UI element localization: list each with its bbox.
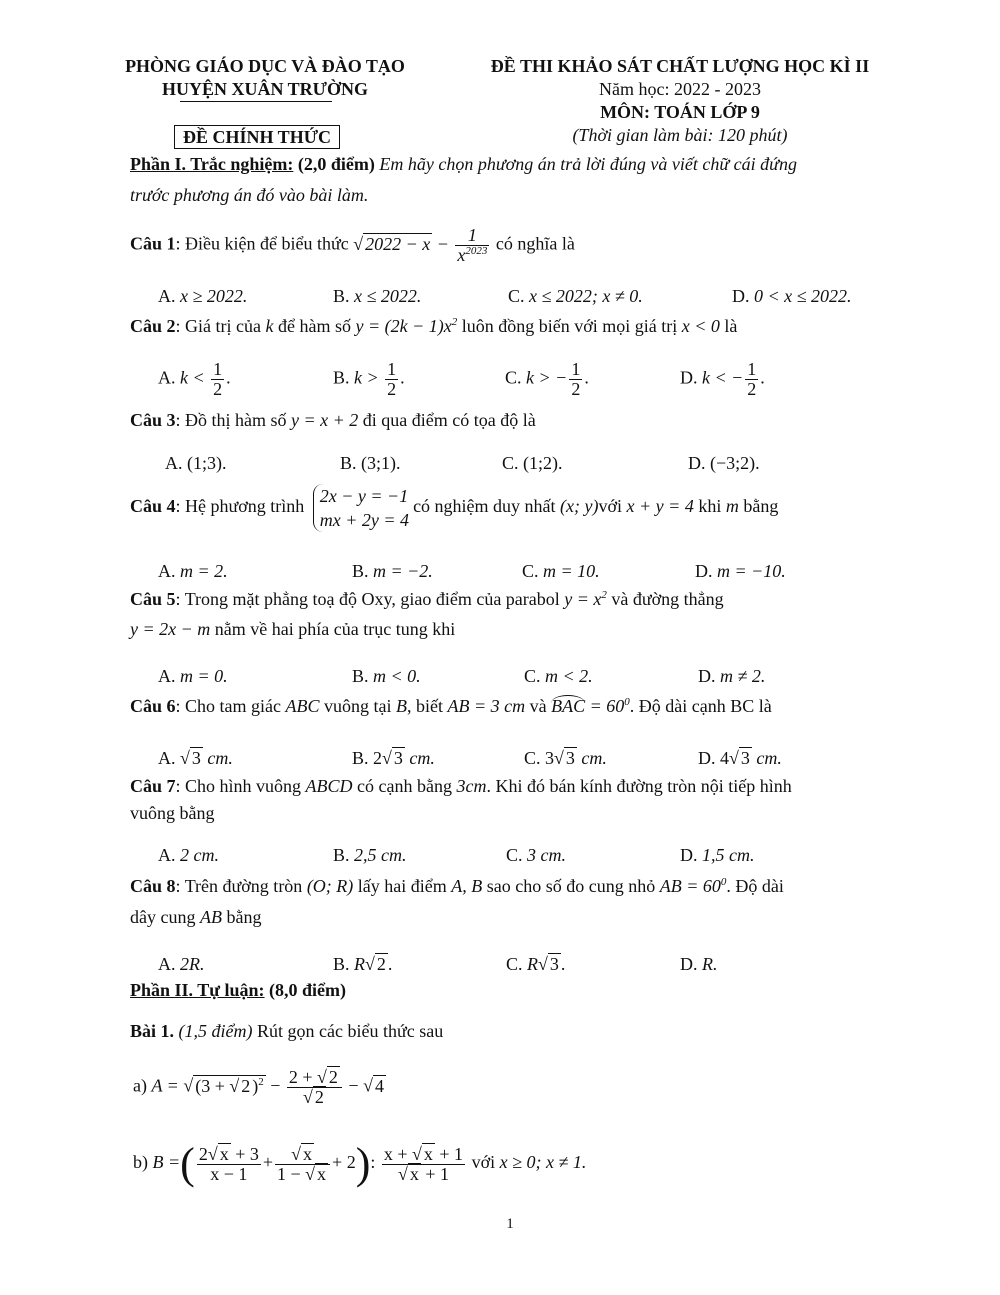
condition-label: với bbox=[471, 1152, 496, 1173]
question-label: Câu 5 bbox=[130, 589, 176, 609]
question-text: : Đồ thị hàm số bbox=[175, 410, 287, 430]
question-text: : Trên đường tròn bbox=[175, 876, 303, 896]
school-year: Năm học: 2022 - 2023 bbox=[599, 79, 761, 99]
option-c: C. (1;2). bbox=[502, 453, 563, 473]
question-text: . Khi đó bán kính đường tròn nội tiếp hình bbox=[486, 776, 792, 796]
option-c: C. 3√ 3 cm. bbox=[524, 748, 607, 768]
part1-instruction: Em hãy chọn phương án trả lời đúng và viết chữ cái đứng bbox=[379, 154, 797, 174]
question-text: luôn đồng biến với mọi giá trị bbox=[461, 316, 678, 336]
parabol-expression: $y = x^2$ bbox=[564, 589, 607, 609]
department-name: PHÒNG GIÁO DỤC VÀ ĐÀO TẠO bbox=[125, 56, 405, 76]
question-3 bbox=[130, 410, 536, 431]
part1-instruction-cont: trước phương án đó vào bài làm. bbox=[130, 185, 369, 205]
question-8-cont: dây cung AB bằng bbox=[130, 907, 262, 927]
question-text: đi qua điểm có tọa độ là bbox=[362, 410, 536, 430]
option-d: D. 0 < x ≤ 2022. bbox=[732, 286, 852, 306]
option-d: D. k < − $\frac{1}{2}$ . bbox=[680, 359, 765, 399]
question-text: bằng bbox=[743, 496, 779, 517]
function-expression: $y = (2k - 1)x^2$ bbox=[355, 316, 458, 336]
question-text: , biết bbox=[407, 696, 443, 716]
question-text: và bbox=[529, 696, 547, 716]
option-b: B. m < 0. bbox=[352, 666, 421, 686]
question-text: : Hệ phương trình bbox=[175, 496, 305, 517]
variable-k: k bbox=[265, 316, 274, 336]
option-d: D. 1,5 cm. bbox=[680, 845, 755, 865]
option-d: D. R. bbox=[680, 954, 718, 974]
question-7 bbox=[130, 776, 792, 797]
option-d: D. m ≠ 2. bbox=[698, 666, 766, 686]
question-label: Câu 2 bbox=[130, 316, 176, 336]
circle-name: (O; R) bbox=[306, 876, 354, 896]
question-text: và đường thẳng bbox=[611, 589, 724, 609]
square-name: ABCD bbox=[305, 776, 353, 796]
option-c: C. k > − $\frac{1}{2}$ . bbox=[505, 359, 589, 399]
option-d: D. (−3;2). bbox=[688, 453, 760, 473]
option-b: B. (3;1). bbox=[340, 453, 401, 473]
question-label: Câu 7 bbox=[130, 776, 176, 796]
part2-heading bbox=[130, 980, 346, 1001]
question-text: có nghiệm duy nhất bbox=[413, 496, 556, 517]
question-text: : Cho tam giác bbox=[175, 696, 281, 716]
expression-b: b) B =( $\frac{2√ x + 3}{x - 1}$ + $\frac{√ x}{1 - √ x}$ + 2): $\frac{x + √ x + 1}{√ x + 1}$ với x ≥ 0; x ≠ 1. bbox=[133, 1139, 587, 1188]
official-label: ĐỀ CHÍNH THỨC bbox=[174, 125, 340, 149]
variable-m: m bbox=[725, 496, 739, 517]
option-a: A. k < $\frac{1}{2}$ . bbox=[158, 359, 231, 399]
question-label: Câu 4 bbox=[130, 496, 176, 517]
page-number: 1 bbox=[506, 1216, 514, 1232]
points-ab: A, B bbox=[451, 876, 483, 896]
option-a: A. (1;3). bbox=[165, 453, 227, 473]
bai1-label: Bài 1. bbox=[130, 1021, 175, 1041]
solution-pair: (x; y) bbox=[560, 496, 599, 517]
header-divider bbox=[180, 101, 332, 102]
option-a: A. m = 0. bbox=[158, 666, 228, 686]
question-1 bbox=[130, 226, 575, 265]
question-text: : Trong mặt phẳng toạ độ Oxy, giao điểm của parabol bbox=[175, 589, 560, 609]
function-expression: y = x + 2 bbox=[291, 410, 359, 430]
option-c: C. R√ 3 . bbox=[506, 954, 566, 974]
option-a: A. x ≥ 2022. bbox=[158, 286, 248, 306]
triangle-name: ABC bbox=[285, 696, 320, 716]
bai1-points: (1,5 điểm) bbox=[178, 1021, 253, 1041]
option-c: C. 3 cm. bbox=[506, 845, 567, 865]
question-text: nằm về hai phía của trục tung khi bbox=[214, 619, 456, 639]
question-text: vuông tại bbox=[324, 696, 392, 716]
question-5-cont bbox=[130, 619, 455, 640]
question-text: . Độ dài bbox=[726, 876, 784, 896]
option-b: B. 2,5 cm. bbox=[333, 845, 407, 865]
question-7-cont: vuông bằng bbox=[130, 803, 215, 823]
question-text: khi bbox=[698, 496, 722, 517]
question-8 bbox=[130, 876, 784, 897]
option-b: B. R√ 2 . bbox=[333, 954, 393, 974]
question-text: với bbox=[598, 496, 623, 517]
question-2 bbox=[130, 316, 737, 337]
option-c: C. m = 10. bbox=[522, 561, 600, 581]
question-text: : Giá trị của bbox=[175, 316, 261, 336]
question-text: để hàm số bbox=[277, 316, 351, 336]
question-4 bbox=[130, 484, 778, 532]
angle-bac: BAC = $60^0$ bbox=[551, 696, 630, 716]
arc-ab: AB = $60^0$ bbox=[659, 876, 727, 896]
question-text: có cạnh bằng bbox=[357, 776, 452, 796]
question-text: lấy hai điểm bbox=[357, 876, 447, 896]
question-label: Câu 6 bbox=[130, 696, 176, 716]
condition: x ≥ 0; x ≠ 1. bbox=[499, 1152, 587, 1173]
part2-points: (8,0 điểm) bbox=[269, 980, 347, 1000]
question-5 bbox=[130, 589, 724, 610]
question-text: . Độ dài cạnh BC là bbox=[629, 696, 772, 716]
vertex-b: B bbox=[396, 696, 407, 716]
line-expression: y = 2x − m bbox=[130, 619, 211, 639]
option-c: C. m < 2. bbox=[524, 666, 593, 686]
question-label: Câu 1 bbox=[130, 233, 176, 254]
part1-points: (2,0 điểm) bbox=[297, 154, 375, 174]
exam-title: ĐỀ THI KHẢO SÁT CHẤT LƯỢNG HỌC KÌ II bbox=[490, 56, 870, 76]
option-d: D. 4√ 3 cm. bbox=[698, 748, 782, 768]
district-name: HUYỆN XUÂN TRƯỜNG bbox=[161, 79, 368, 99]
question-text: là bbox=[724, 316, 738, 336]
side-length: 3cm bbox=[456, 776, 487, 796]
side-ab: AB = 3 cm bbox=[447, 696, 526, 716]
question-label: Câu 8 bbox=[130, 876, 176, 896]
option-a: A. m = 2. bbox=[158, 561, 228, 581]
option-c: C. x ≤ 2022; x ≠ 0. bbox=[508, 286, 643, 306]
option-b: B. k > $\frac{1}{2}$ . bbox=[333, 359, 405, 399]
expression-a: a) A = √ (3 + √ 2 )$^2$ − $\frac{2 + √ 2}{√ 2}$ − √ 4 bbox=[133, 1067, 384, 1107]
subject: MÔN: TOÁN LỚP 9 bbox=[600, 102, 760, 122]
question-text: sao cho số đo cung nhỏ bbox=[486, 876, 656, 896]
question-6 bbox=[130, 696, 772, 717]
option-a: A. 2 cm. bbox=[158, 845, 219, 865]
option-b: B. x ≤ 2022. bbox=[333, 286, 422, 306]
condition: x < 0 bbox=[681, 316, 720, 336]
condition: x + y = 4 bbox=[626, 496, 694, 517]
question-label: Câu 3 bbox=[130, 410, 176, 430]
part2-title: Phần II. Tự luận: bbox=[130, 980, 265, 1000]
question-text: : Cho hình vuông bbox=[175, 776, 302, 796]
equation-system: 2x − y = −1 mx + 2y = 4 bbox=[313, 484, 409, 532]
duration: (Thời gian làm bài: 120 phút) bbox=[572, 125, 788, 145]
bai1-heading bbox=[130, 1021, 443, 1042]
bai1-text: Rút gọn các biểu thức sau bbox=[257, 1021, 444, 1041]
option-a: A. 2R. bbox=[158, 954, 205, 974]
option-d: D. m = −10. bbox=[695, 561, 786, 581]
option-b: B. m = −2. bbox=[352, 561, 433, 581]
part1-heading bbox=[130, 154, 797, 175]
question-text: : Điều kiện để biểu thức bbox=[175, 233, 349, 254]
question-text: có nghĩa là bbox=[495, 233, 575, 254]
option-b: B. 2√ 3 cm. bbox=[352, 748, 435, 768]
part1-title: Phần I. Trắc nghiệm: bbox=[130, 154, 294, 174]
math-expression: √ 2022 − x − $\frac{1}{x^{2023}}$ bbox=[353, 225, 488, 265]
option-a: A. √ 3 cm. bbox=[158, 748, 233, 768]
